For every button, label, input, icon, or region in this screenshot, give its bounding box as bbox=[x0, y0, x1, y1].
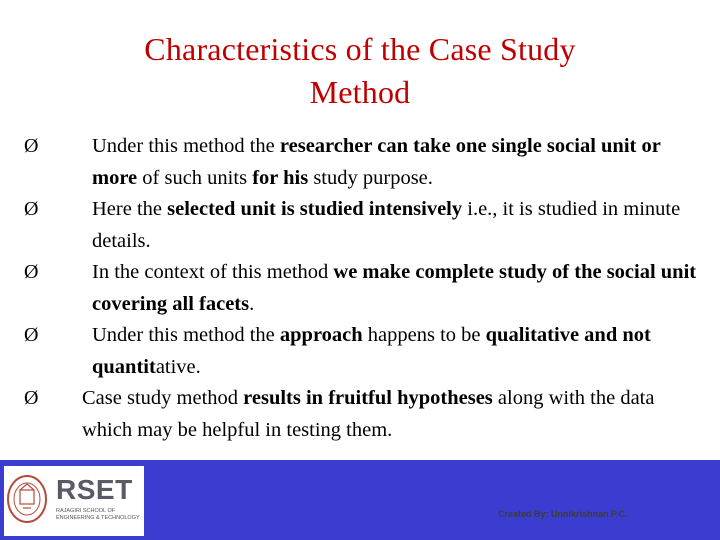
text-run: of such units bbox=[137, 166, 253, 189]
bullet-item bbox=[24, 257, 704, 320]
text-run: happens to be bbox=[362, 324, 486, 346]
bullet-text bbox=[24, 194, 704, 257]
text-run: study purpose. bbox=[308, 166, 433, 189]
bullet-list bbox=[24, 131, 704, 446]
bold-run: results in fruitful hypotheses bbox=[243, 387, 493, 409]
bullet-item bbox=[24, 131, 704, 194]
slide-title bbox=[0, 28, 720, 114]
text-run: along with the data which may be helpful in testing them. bbox=[82, 387, 655, 441]
text-run: Under this method the bbox=[92, 135, 280, 157]
text-run: Under this method the bbox=[92, 324, 280, 346]
bullet-text bbox=[24, 257, 704, 320]
arrow-bullet-icon: Ø bbox=[24, 135, 39, 157]
bullet-text bbox=[24, 383, 704, 446]
bullet-text bbox=[24, 320, 704, 383]
arrow-bullet-icon: Ø bbox=[24, 324, 39, 346]
arrow-bullet-icon: Ø bbox=[24, 198, 39, 220]
text-run: Case study method bbox=[82, 387, 244, 409]
bullet-item bbox=[24, 320, 704, 383]
bold-run: we make complete study of the social unit covering all facets bbox=[92, 261, 697, 315]
bullet-item bbox=[24, 194, 704, 257]
bold-run: researcher can take one single social unit or more bbox=[92, 135, 661, 189]
bold-run: for his bbox=[252, 166, 309, 189]
arrow-bullet-icon: Ø bbox=[24, 261, 39, 283]
text-run: ative. bbox=[155, 355, 201, 378]
text-run: Here the bbox=[92, 198, 168, 220]
bullet-item bbox=[24, 383, 704, 446]
arrow-bullet-icon: Ø bbox=[24, 387, 39, 409]
text-run: In the context of this method bbox=[92, 261, 334, 283]
bold-run: qualitative and not quantit bbox=[92, 324, 651, 378]
logo-name: RSET bbox=[56, 474, 133, 505]
college-seal-icon bbox=[5, 472, 49, 526]
logo-subtitle: RAJAGIRI SCHOOL OF ENGINEERING & TECHNOLOGY bbox=[56, 508, 140, 521]
bold-run: approach bbox=[279, 324, 363, 346]
bullet-text bbox=[24, 131, 704, 194]
author-credit: Created By: Unnikrishnan P.C. bbox=[498, 509, 628, 519]
text-run: . bbox=[249, 292, 255, 315]
bold-run: selected unit is studied intensively bbox=[167, 198, 463, 220]
title-line-1: Characteristics of the Case Study bbox=[144, 31, 576, 67]
text-run: i.e., it is studied in minute details. bbox=[92, 198, 681, 252]
title-line-2: Method bbox=[309, 74, 411, 110]
